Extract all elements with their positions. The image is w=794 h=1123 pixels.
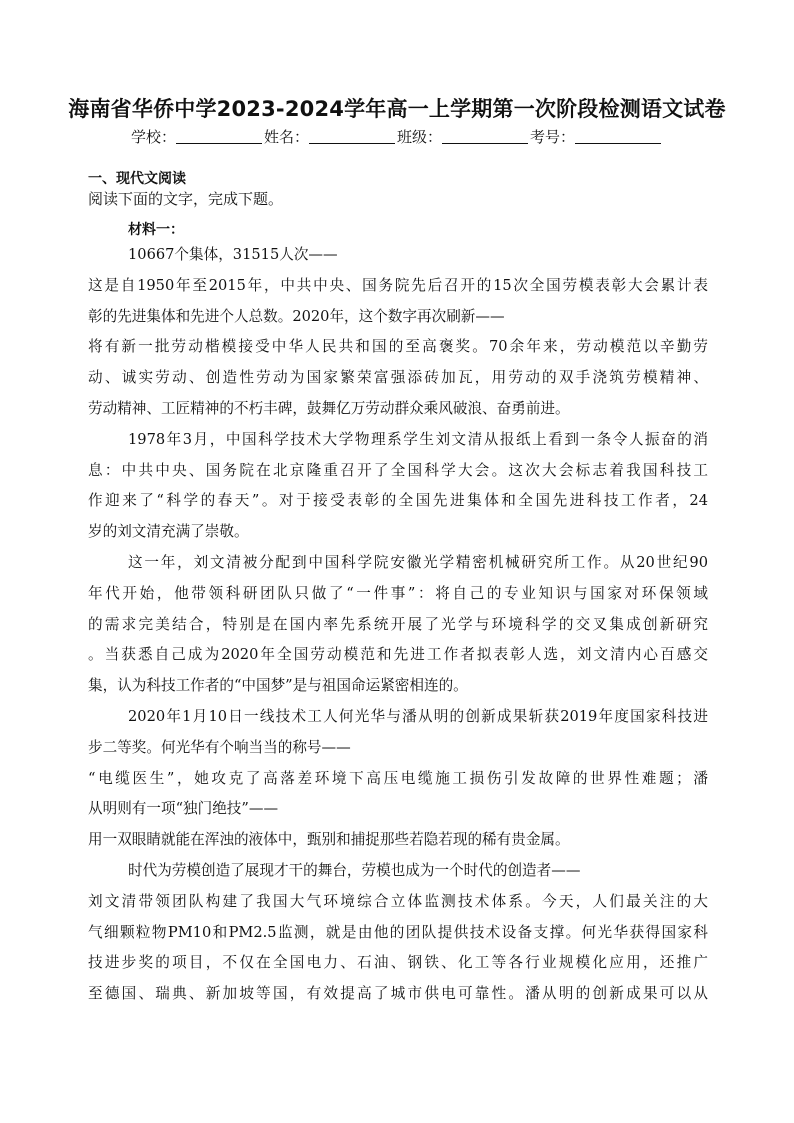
name-label: 姓名： xyxy=(263,128,309,146)
passage-line: 这一年，刘文清被分配到中国科学院安徽光学精密机械研究所工作。从20世纪90 xyxy=(128,553,708,571)
passage-line: 息：中共中央、国务院在北京隆重召开了全国科学大会。这次大会标志着我国科技工 xyxy=(88,461,708,479)
passage-line: 这是自1950年至2015年，中共中央、国务院先后召开的15次全国劳模表彰大会累计表 xyxy=(88,276,708,294)
passage-line: 劳动精神、工匠精神的不朽丰碑，鼓舞亿万劳动群众乘风破浪、奋勇前进。 xyxy=(88,399,570,417)
reading-instruction: 阅读下面的文字，完成下题。 xyxy=(88,190,284,208)
passage-line: 作迎来了“科学的春天”。对于接受表彰的全国先进集体和全国先进科技工作者，24 xyxy=(88,492,708,510)
passage-line: 10667个集体，31515人次—— xyxy=(128,246,338,263)
passage-line: 将有新一批劳动楷模接受中华人民共和国的至高褒奖。70余年来，劳动模范以辛勤劳 xyxy=(88,338,708,356)
passage-line: 动、诚实劳动、创造性劳动为国家繁荣富强添砖加瓦，用劳动的双手浇筑劳模精神、 xyxy=(88,369,708,387)
passage-line: 2020年1月10日一线技术工人何光华与潘从明的创新成果斩获2019年度国家科技进 xyxy=(128,707,708,725)
document-title: 海南省华侨中学2023-2024学年高一上学期第一次阶段检测语文试卷 xyxy=(68,97,726,121)
passage-line: 的需求完美结合，特别是在国内率先系统开展了光学与环境科学的交叉集成创新研究 xyxy=(88,615,708,633)
passage-line: 技进步奖的项目，不仅在全国电力、石油、钢铁、化工等各行业规模化应用，还推广 xyxy=(88,954,708,972)
exam-number-blank[interactable] xyxy=(575,128,661,144)
passage-line: 至德国、瑞典、新加坡等国，有效提高了城市供电可靠性。潘从明的创新成果可以从 xyxy=(88,985,708,1003)
material-label: 材料一： xyxy=(128,222,184,238)
class-label: 班级： xyxy=(397,128,443,146)
school-label: 学校： xyxy=(130,128,176,146)
passage-line: 。当获悉自己成为2020年全国劳动模范和先进工作者拟表彰人选，刘文清内心百感交 xyxy=(88,646,708,664)
school-blank[interactable] xyxy=(176,128,262,144)
passage-line: 岁的刘文清充满了崇敬。 xyxy=(88,523,249,541)
passage-line: 从明则有一项“独门绝技”—— xyxy=(88,800,279,818)
passage-line: 刘文清带领团队构建了我国大气环境综合立体监测技术体系。今天，人们最关注的大 xyxy=(88,892,708,910)
student-info-line xyxy=(0,126,794,147)
passage-line: 彰的先进集体和先进个人总数。2020年，这个数字再次刷新—— xyxy=(88,307,505,325)
passage-line: 集，认为科技工作者的“中国梦”是与祖国命运紧密相连的。 xyxy=(88,677,468,695)
section-heading: 一、现代文阅读 xyxy=(88,171,186,187)
exam-number-label: 考号： xyxy=(530,128,576,146)
reading-passage xyxy=(88,240,708,1010)
passage-line: 年代开始，他带领科研团队只做了“一件事”：将自己的专业知识与国家对环保领域 xyxy=(88,584,708,602)
passage-line: 步二等奖。何光华有个响当当的称号—— xyxy=(88,738,351,756)
class-blank[interactable] xyxy=(442,128,528,144)
passage-line: 气细颗粒物PM10和PM2.5监测，就是由他的团队提供技术设备支撑。何光华获得国家科 xyxy=(88,923,708,941)
passage-line: “电缆医生”，她攻克了高落差环境下高压电缆施工损伤引发故障的世界性难题；潘 xyxy=(88,769,708,787)
passage-line: 1978年3月，中国科学技术大学物理系学生刘文清从报纸上看到一条令人振奋的消 xyxy=(128,430,708,448)
passage-line: 时代为劳模创造了展现才干的舞台，劳模也成为一个时代的创造者—— xyxy=(128,861,581,879)
name-blank[interactable] xyxy=(309,128,395,144)
passage-line: 用一双眼睛就能在浑浊的液体中，甄别和捕捉那些若隐若现的稀有贵金属。 xyxy=(88,831,570,849)
